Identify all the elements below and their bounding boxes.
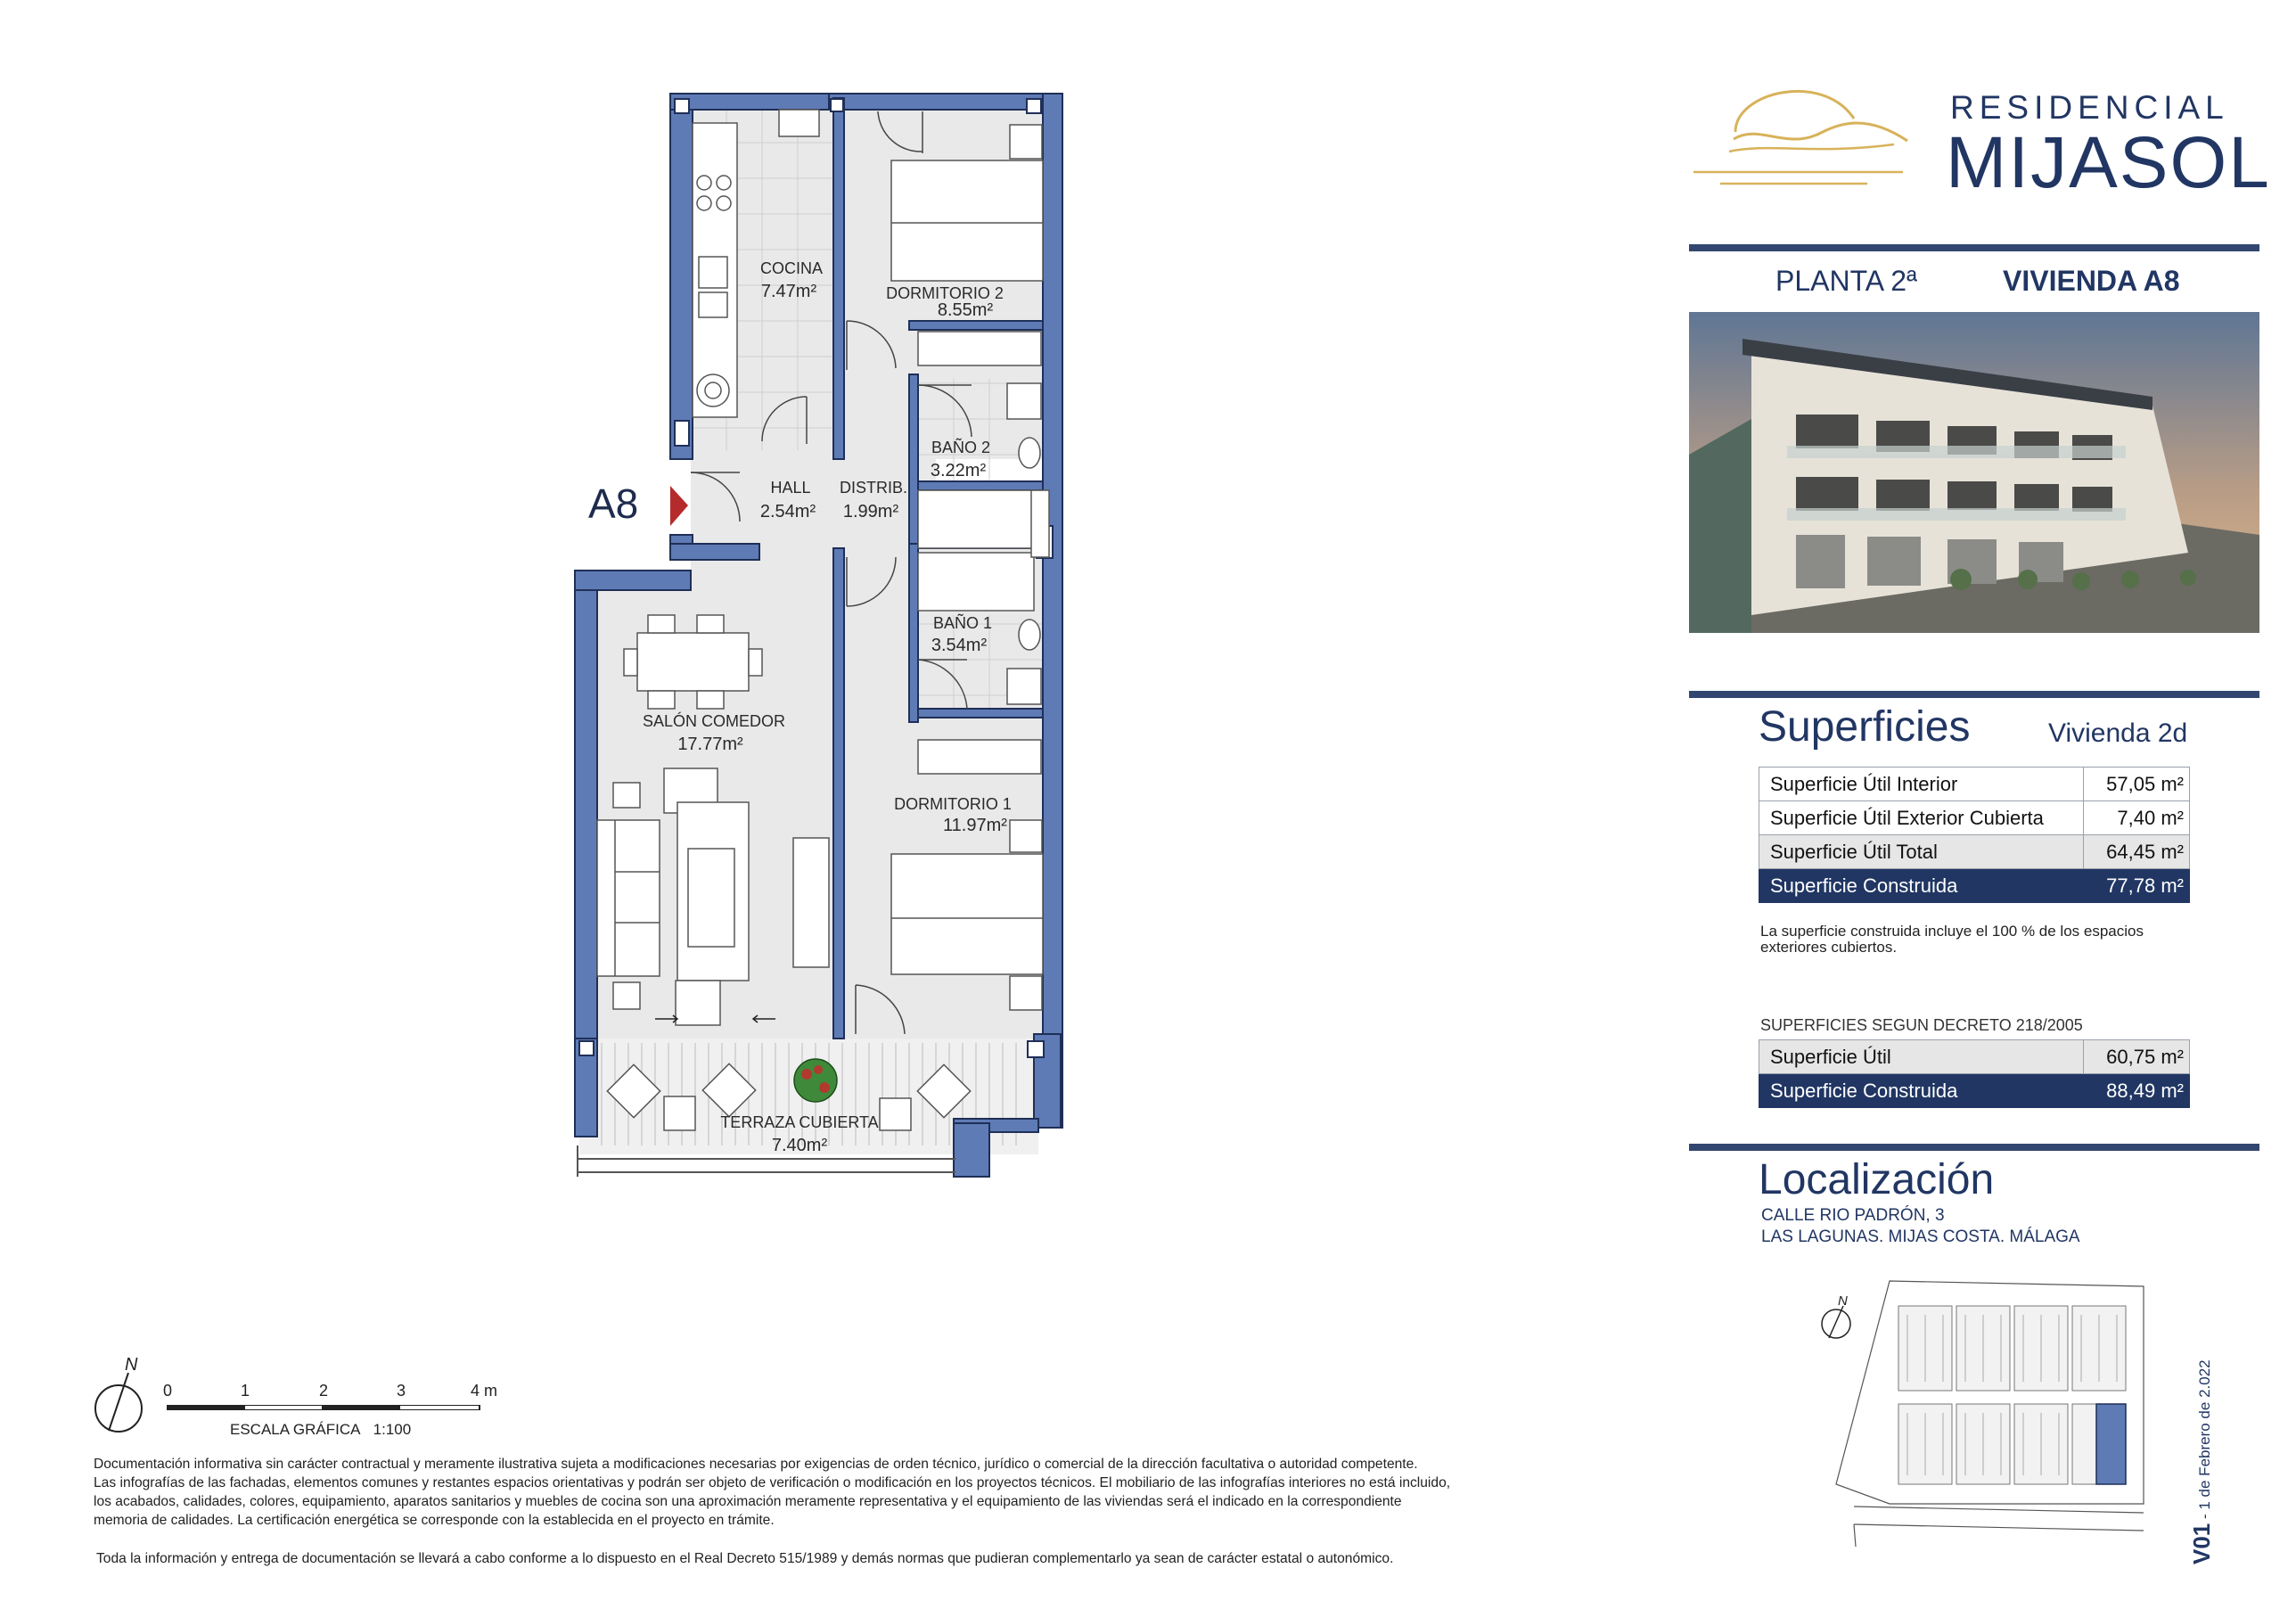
brand-logo-icon [1689, 70, 1912, 199]
room-label-salon: SALÓN COMEDOR [642, 712, 786, 730]
floor-label: PLANTA 2ª [1775, 265, 1917, 297]
decreto-value-1: 88,49 m² [2084, 1074, 2190, 1108]
scale-label [230, 1421, 411, 1439]
brand-line-1: RESIDENCIAL [1950, 89, 2229, 126]
sup-value-3: 77,78 m² [2084, 869, 2190, 903]
sup-value-1: 7,40 m² [2084, 801, 2190, 835]
room-label-kitchen: COCINA [759, 259, 824, 277]
disclaimer-line-4: memoria de calidades. La certificación energética se corresponde con la establecida en el proyecto en trámite. [94, 1513, 775, 1528]
decreto-title: SUPERFICIES SEGUN DECRETO 218/2005 [1760, 1016, 2083, 1034]
disclaimer-line-2: Las infografías de las fachadas, elementos comunes y restantes espacios orientativas y podrán ser objeto de verificación o modificación en los proyectos técnicos. El mobiliario de las infografías interiores no está incluido, [94, 1475, 1451, 1490]
decreto-label-0: Superficie Útil [1759, 1040, 2084, 1074]
site-map [1800, 1270, 2157, 1556]
decreto-value-0: 60,75 m² [2084, 1040, 2190, 1074]
sup-value-2: 64,45 m² [2084, 835, 2190, 869]
room-area-bano-2: 3.22m² [930, 461, 987, 480]
address-line-1: CALLE RIO PADRÓN, 3 [1761, 1206, 1945, 1225]
unit-label: VIVIENDA A8 [2003, 265, 2180, 297]
decreto-label-1: Superficie Construida [1759, 1074, 2084, 1108]
room-label-dormitorio-1: DORMITORIO 1 [894, 795, 1012, 813]
disclaimer-line-1: Documentación informativa sin carácter contractual y meramente ilustrativa sujeta a modificaciones necesarias por exigencias de orden técnico, jurídico o comercial de la dirección facultativa o autoridad competente. [94, 1457, 1418, 1472]
room-area-distrib: 1.99m² [842, 502, 899, 521]
table-row [1759, 1074, 2190, 1108]
table-row [1759, 869, 2190, 903]
room-area-salon: 17.77m² [677, 735, 743, 754]
table-row [1759, 1040, 2190, 1074]
scale-tick-0: 0 [163, 1382, 173, 1400]
superficies-table [1759, 767, 2190, 903]
floor-plan [570, 85, 1087, 1190]
room-label-hall: HALL [770, 479, 811, 497]
version-code: V01 [2188, 1523, 2215, 1564]
version-stamp [2188, 1279, 2216, 1564]
sup-value-0: 57,05 m² [2084, 768, 2190, 801]
room-area-terraza: 7.40m² [771, 1136, 828, 1155]
superficies-title: Superficies [1759, 703, 1971, 751]
sup-label-2: Superficie Útil Total [1759, 835, 2084, 869]
unit-tag: A8 [588, 480, 639, 527]
north-arrow-plan [89, 1359, 152, 1435]
disclaimer [94, 1455, 1636, 1530]
superficies-subtitle: Vivienda 2d [2048, 718, 2188, 748]
room-area-dormitorio-1: 11.97m² [943, 816, 1007, 835]
site-north-label: N [1838, 1293, 1848, 1309]
sup-label-0: Superficie Útil Interior [1759, 768, 2084, 801]
entry-marker-icon [670, 486, 688, 526]
sup-label-1: Superficie Útil Exterior Cubierta [1759, 801, 2084, 835]
scale-tick-3: 3 [397, 1382, 406, 1400]
localizacion-title: Localización [1759, 1156, 1995, 1203]
table-row [1759, 801, 2190, 835]
header-rule [1689, 244, 2259, 251]
superficies-note: La superficie construida incluye el 100 % de los espacios exteriores cubiertos. [1760, 923, 2144, 956]
room-area-kitchen: 7.47m² [760, 282, 817, 301]
decreto-table [1759, 1039, 2190, 1108]
version-date: - 1 de Febrero de 2.022 [2196, 1359, 2213, 1523]
scale-tick-4: 4 m [471, 1382, 498, 1400]
scale-tick-2: 2 [319, 1382, 329, 1400]
room-area-dormitorio-2: 8.55m² [937, 300, 994, 320]
address-line-2: LAS LAGUNAS. MIJAS COSTA. MÁLAGA [1761, 1227, 2080, 1246]
scale-tick-1: 1 [241, 1382, 250, 1400]
superficies-rule [1689, 691, 2259, 698]
scale-label-text: ESCALA GRÁFICA [230, 1421, 361, 1438]
room-label-terraza: TERRAZA CUBIERTA [720, 1113, 879, 1131]
room-label-bano-2: BAÑO 2 [931, 439, 991, 456]
table-row [1759, 768, 2190, 801]
brand-line-2: MIJASOL [1946, 122, 2271, 203]
plan-north-label: N [125, 1355, 138, 1375]
disclaimer-line-3: los acabados, calidades, colores, equipamiento, aparatos sanitarios y muebles de cocina son una aproximación meramente representativa y el equipamiento de las viviendas será el indicado en la correspondiente [94, 1494, 1402, 1509]
scale-ratio: 1:100 [373, 1421, 412, 1438]
sup-label-3: Superficie Construida [1759, 869, 2084, 903]
building-rendering [1689, 312, 2259, 633]
disclaimer-legal: Toda la información y entrega de documentación se llevará a cabo conforme a lo dispuesto en el Real Decreto 515/1989 y demás normas que pudieran complementarlo ya sean de carácter estatal o autonómico. [96, 1551, 1394, 1566]
room-area-hall: 2.54m² [759, 502, 816, 521]
room-area-bano-1: 3.54m² [931, 636, 988, 655]
scale-bar [165, 1401, 486, 1416]
room-label-bano-1: BAÑO 1 [932, 614, 993, 632]
table-row [1759, 835, 2190, 869]
room-label-distrib: DISTRIB. [839, 479, 908, 497]
localizacion-rule [1689, 1144, 2259, 1151]
room-label-dormitorio-2: DORMITORIO 2 [886, 284, 1004, 302]
